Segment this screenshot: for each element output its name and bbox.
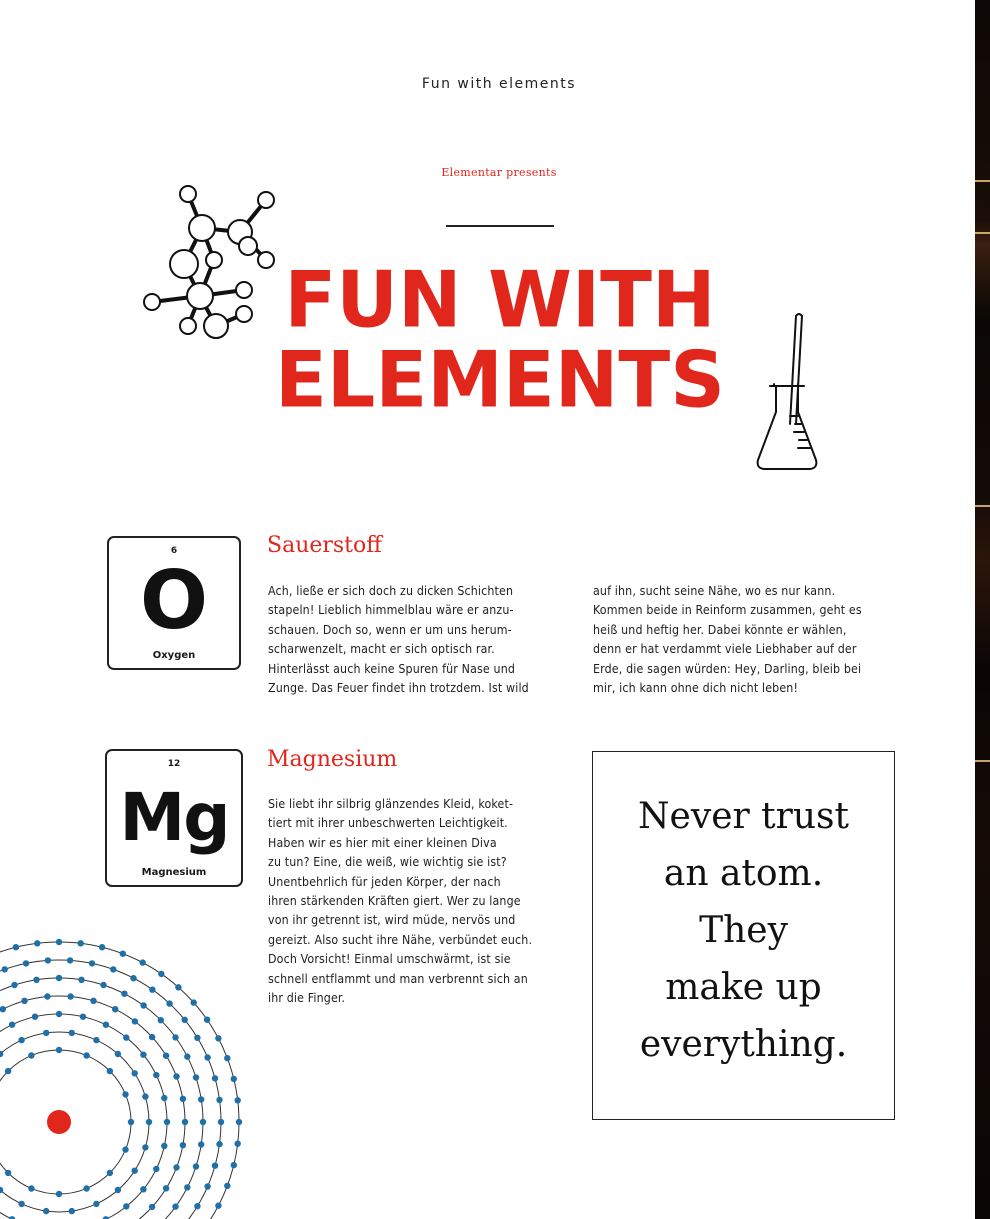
oxygen-element-tile [107,536,241,670]
atomic-number: 12 [167,759,181,769]
electron-dot [204,1017,210,1023]
electron-dot [182,1017,188,1023]
element-name: Oxygen [152,650,196,661]
atomic-number: 6 [170,546,178,556]
electron-dot [140,1186,146,1192]
atom-diagram-icon [0,930,250,1219]
electron-dot [5,1170,11,1176]
electron-dot [164,1119,170,1125]
electron-dot [130,975,136,981]
electron-dot [9,1022,15,1028]
electron-dot [235,1141,241,1147]
electron-dot [67,993,73,999]
electron-dot [93,1037,99,1043]
electron-dot [100,982,106,988]
magnesium-heading: Magnesium [267,747,398,772]
electron-dot [89,960,95,966]
electron-dot [149,987,155,993]
electron-dot [18,1201,24,1207]
electron-dot [132,1070,138,1076]
electron-dot [149,1034,155,1040]
electron-dot [90,998,96,1004]
electron-dot [107,1170,113,1176]
electron-dot [216,1097,222,1103]
electron-dot [235,1097,241,1103]
element-symbol: O [139,554,208,647]
electron-dot [163,1053,169,1059]
electron-dot [200,1119,206,1125]
electron-dot [204,1054,210,1060]
electron-dot [67,957,73,963]
quote-text: Never trust an atom. They make up everything. [638,796,849,1065]
element-symbol: Mg [119,779,229,856]
electron-dot [69,1030,75,1036]
electron-dot [83,1052,89,1058]
electron-dot [158,971,164,977]
electron-dot [146,1119,152,1125]
electron-dot [56,1047,62,1053]
electron-dot [11,982,17,988]
electron-dot [0,1006,6,1012]
electron-dot [173,1164,179,1170]
electron-dot [80,1014,86,1020]
electron-dot [18,1037,24,1043]
electron-dot [180,1096,186,1102]
electron-dot [194,1203,200,1209]
electron-dot [93,1201,99,1207]
electron-dot [215,1203,221,1209]
electron-dot [193,1163,199,1169]
title-line-2: ELEMENTS [275,333,725,425]
electron-dot [140,1002,146,1008]
electron-dot [5,1068,11,1074]
presents-line: Elementar presents [441,166,557,179]
beaker-icon [752,312,824,474]
electron-dot [121,991,127,997]
electron-dot [215,1035,221,1041]
electron-dot [123,1034,129,1040]
magnesium-element-tile [105,749,243,887]
electron-dot [28,1052,34,1058]
electron-dot [45,957,51,963]
electron-dot [142,1144,148,1150]
oxygen-text-col2: auf ihn, sucht seine Nähe, wo es nur kann. Kommen beide in Reinform zusammen, geht es heiß und heftig her. Dabei könnte er wählen, denn er hat verdammt viele Liebhaber auf der Erde, die sagen würden: Hey, Darling, bleib bei mir, ich kann ohne dich nicht leben! [593,584,862,696]
electron-dot [212,1075,218,1081]
electron-dot [110,966,116,972]
electron-dot [132,1018,138,1024]
electron-dot [224,1055,230,1061]
electron-dot [142,1093,148,1099]
electron-dot [23,960,29,966]
element-name: Magnesium [141,867,207,878]
electron-shell [0,942,239,1219]
electron-dot [140,1052,146,1058]
oxygen-heading: Sauerstoff [267,533,382,558]
electron-dot [13,944,19,950]
magnesium-text: Sie liebt ihr silbrig glänzendes Kleid, koket- tiert mit ihrer unbeschwerten Leichtigkeit. Haben wir es hier mit einer kleinen Diva zu tun? Eine, die weiß, wie wichtig sie ist? Unentbehrlich für jeden Körper, der nach ihren stärkenden Kräften giert. Wer zu lange von ihr getrennt ist, wird müde, nervös und gereizt. Also sucht ihre Nähe, verbündet euch. Doch Vorsicht! Einmal umschwärmt, ist sie schnell entflammt und man verbrennt sich an ihr die Finger. [268,797,533,1006]
electron-dot [128,1119,134,1125]
electron-dot [184,1184,190,1190]
electron-dot [184,1053,190,1059]
electron-dot [193,1074,199,1080]
electron-dot [69,1208,75,1214]
electron-dot [153,1072,159,1078]
electron-dot [107,1068,113,1074]
electron-dot [43,1208,49,1214]
title-divider [446,225,554,227]
electron-dot [122,1146,128,1152]
quote-box [592,751,895,1120]
electron-dot [103,1022,109,1028]
electron-dot [83,1185,89,1191]
electron-dot [32,1014,38,1020]
photo-edge-strip [975,0,990,1219]
atom-nucleus [47,1110,71,1134]
electron-shell [0,1032,149,1212]
electron-dot [56,939,62,945]
electron-dot [161,1095,167,1101]
electron-dot [236,1119,242,1125]
page-title [240,254,760,425]
electron-dot [28,1185,34,1191]
electron-dot [163,1185,169,1191]
electron-dot [173,1073,179,1079]
electron-dot [194,1035,200,1041]
electron-dot [123,1203,129,1209]
electron-dot [204,1183,210,1189]
title-line-1: FUN WITH [284,254,716,346]
electron-dot [56,1191,62,1197]
electron-dot [191,999,197,1005]
electron-dot [216,1141,222,1147]
electron-dot [180,1142,186,1148]
electron-dot [115,1187,121,1193]
electron-dot [198,1141,204,1147]
electron-dot [34,940,40,946]
electron-dot [175,984,181,990]
electron-dot [78,940,84,946]
electron-dot [172,1034,178,1040]
electron-dot [149,1204,155,1210]
electron-dot [115,1051,121,1057]
electron-dot [166,1000,172,1006]
electron-dot [212,1163,218,1169]
electron-dot [182,1119,188,1125]
oxygen-text-col1: Ach, ließe er sich doch zu dicken Schichten stapeln! Lieblich himmelblau wäre er anzu- schauen. Doch so, wenn er um uns herum- scharwenzelt, macht er sich optisch rar. Hinterlässt auch keine Spuren für Nase und Zunge. Das Feuer findet ihn trotzdem. Ist wild [268,584,529,696]
electron-dot [172,1203,178,1209]
electron-dot [140,959,146,965]
electron-dot [231,1162,237,1168]
electron-dot [224,1183,230,1189]
electron-dot [56,975,62,981]
electron-dot [56,1011,62,1017]
electron-dot [132,1168,138,1174]
electron-dot [33,977,39,983]
electron-dot [231,1076,237,1082]
electron-dot [44,993,50,999]
electron-dot [120,951,126,957]
electron-dot [1,966,7,972]
electron-dot [158,1017,164,1023]
electron-dot [161,1143,167,1149]
running-head: Fun with elements [421,76,577,92]
electron-dot [21,998,27,1004]
electron-dot [43,1030,49,1036]
electron-dot [78,977,84,983]
electron-dot [112,1006,118,1012]
electron-dot [153,1166,159,1172]
electron-shell [0,978,203,1219]
electron-dot [99,944,105,950]
electron-dot [198,1096,204,1102]
electron-dot [218,1119,224,1125]
electron-dot [122,1091,128,1097]
